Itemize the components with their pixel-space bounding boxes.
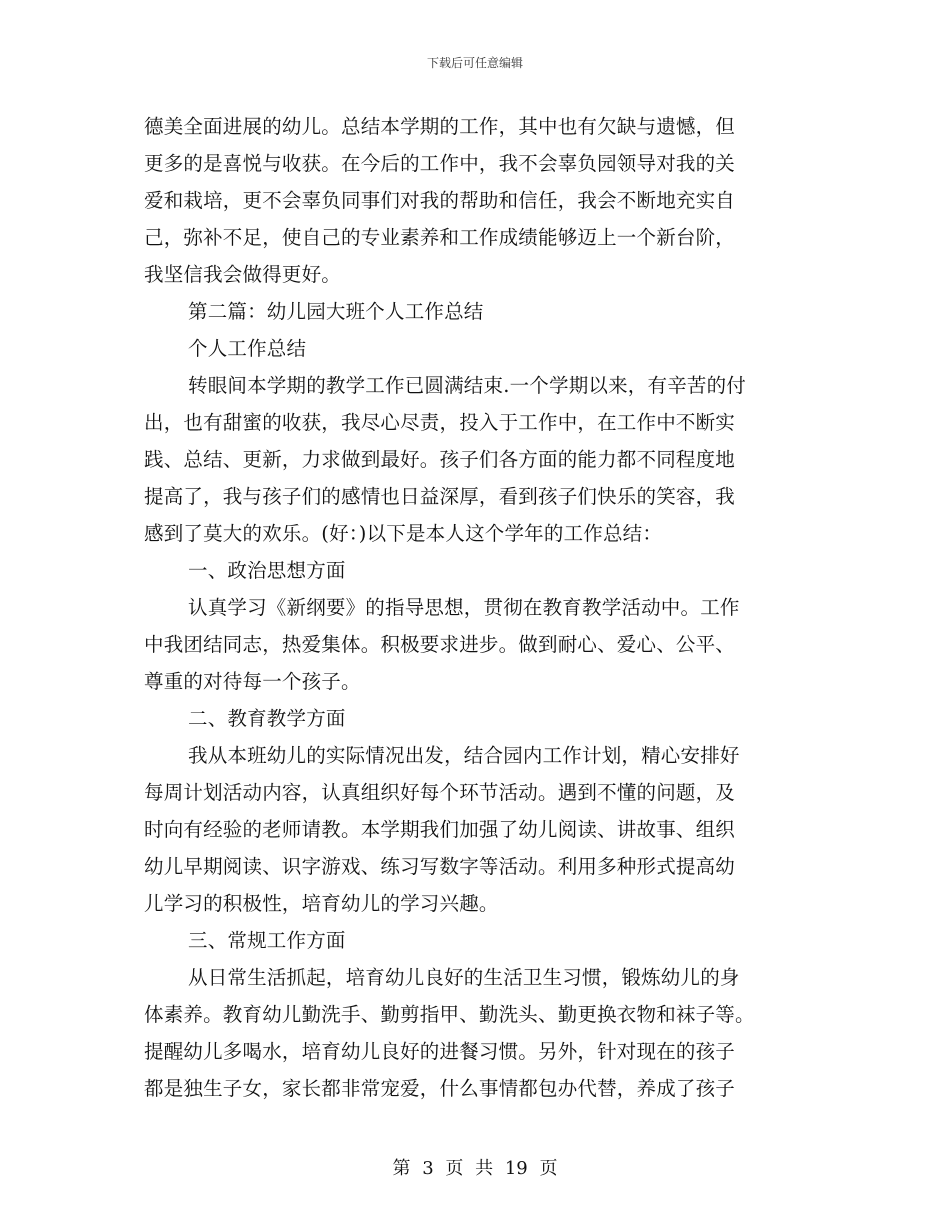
text-line: 感到了莫大的欢乐。(好：)以下是本人这个学年的工作总结： <box>144 522 663 545</box>
text-line: 提醒幼儿多喝水，培育幼儿良好的进餐习惯。另外，针对现在的孩子 <box>144 1040 736 1063</box>
page-header: 下载后可任意编辑 <box>426 56 523 70</box>
text-line: 体素养。教育幼儿勤洗手、勤剪指甲、勤洗头、勤更换衣物和袜子等。 <box>144 1003 755 1026</box>
text-line: 践、总结、更新，力求做到最好。孩子们各方面的能力都不同程度地 <box>144 448 736 471</box>
section-subtitle: 个人工作总结 <box>188 337 307 360</box>
text-line: 提高了，我与孩子们的感情也日益深厚，看到孩子们快乐的笑容，我 <box>144 485 736 508</box>
text-line: 从日常生活抓起，培育幼儿良好的生活卫生习惯，锻炼幼儿的身 <box>188 966 740 989</box>
text-line: 都是独生子女，家长都非常宠爱，什么事情都包办代替，养成了孩子 <box>144 1077 736 1100</box>
text-line: 出，也有甜蜜的收获，我尽心尽责，投入于工作中，在工作中不断实 <box>144 411 736 434</box>
text-line: 爱和栽培，更不会辜负同事们对我的帮助和信任，我会不断地充实自 <box>144 189 736 212</box>
text-line: 中我团结同志，热爱集体。积极要求进步。做到耐心、爱心、公平、 <box>144 633 736 656</box>
section-title: 第二篇：幼儿园大班个人工作总结 <box>188 300 484 323</box>
text-line: 更多的是喜悦与收获。在今后的工作中，我不会辜负园领导对我的关 <box>144 152 736 175</box>
text-line: 我从本班幼儿的实际情况出发，结合园内工作计划，精心安排好 <box>188 744 740 767</box>
section-heading: 一、政治思想方面 <box>188 559 346 582</box>
page-number: 第 3 页 共 19 页 <box>392 1158 558 1179</box>
text-line: 转眼间本学期的教学工作已圆满结束.一个学期以来，有辛苦的付 <box>188 374 746 397</box>
text-line: 每周计划活动内容，认真组织好每个环节活动。遇到不懂的问题，及 <box>144 781 736 804</box>
section-heading: 二、教育教学方面 <box>188 707 346 730</box>
text-line: 我坚信我会做得更好。 <box>144 263 342 286</box>
text-line: 认真学习《新纲要》的指导思想，贯彻在教育教学活动中。工作 <box>188 596 740 619</box>
section-heading: 三、常规工作方面 <box>188 929 346 952</box>
text-line: 幼儿早期阅读、识字游戏、练习写数字等活动。利用多种形式提高幼 <box>144 855 736 878</box>
text-line: 德美全面进展的幼儿。总结本学期的工作，其中也有欠缺与遗憾，但 <box>144 115 736 138</box>
text-line: 儿学习的积极性，培育幼儿的学习兴趣。 <box>144 892 499 915</box>
document-body <box>144 108 808 1107</box>
text-line: 尊重的对待每一个孩子。 <box>144 670 361 693</box>
text-line: 己，弥补不足，使自己的专业素养和工作成绩能够迈上一个新台阶， <box>144 226 736 249</box>
text-line: 时向有经验的老师请教。本学期我们加强了幼儿阅读、讲故事、组织 <box>144 818 736 841</box>
